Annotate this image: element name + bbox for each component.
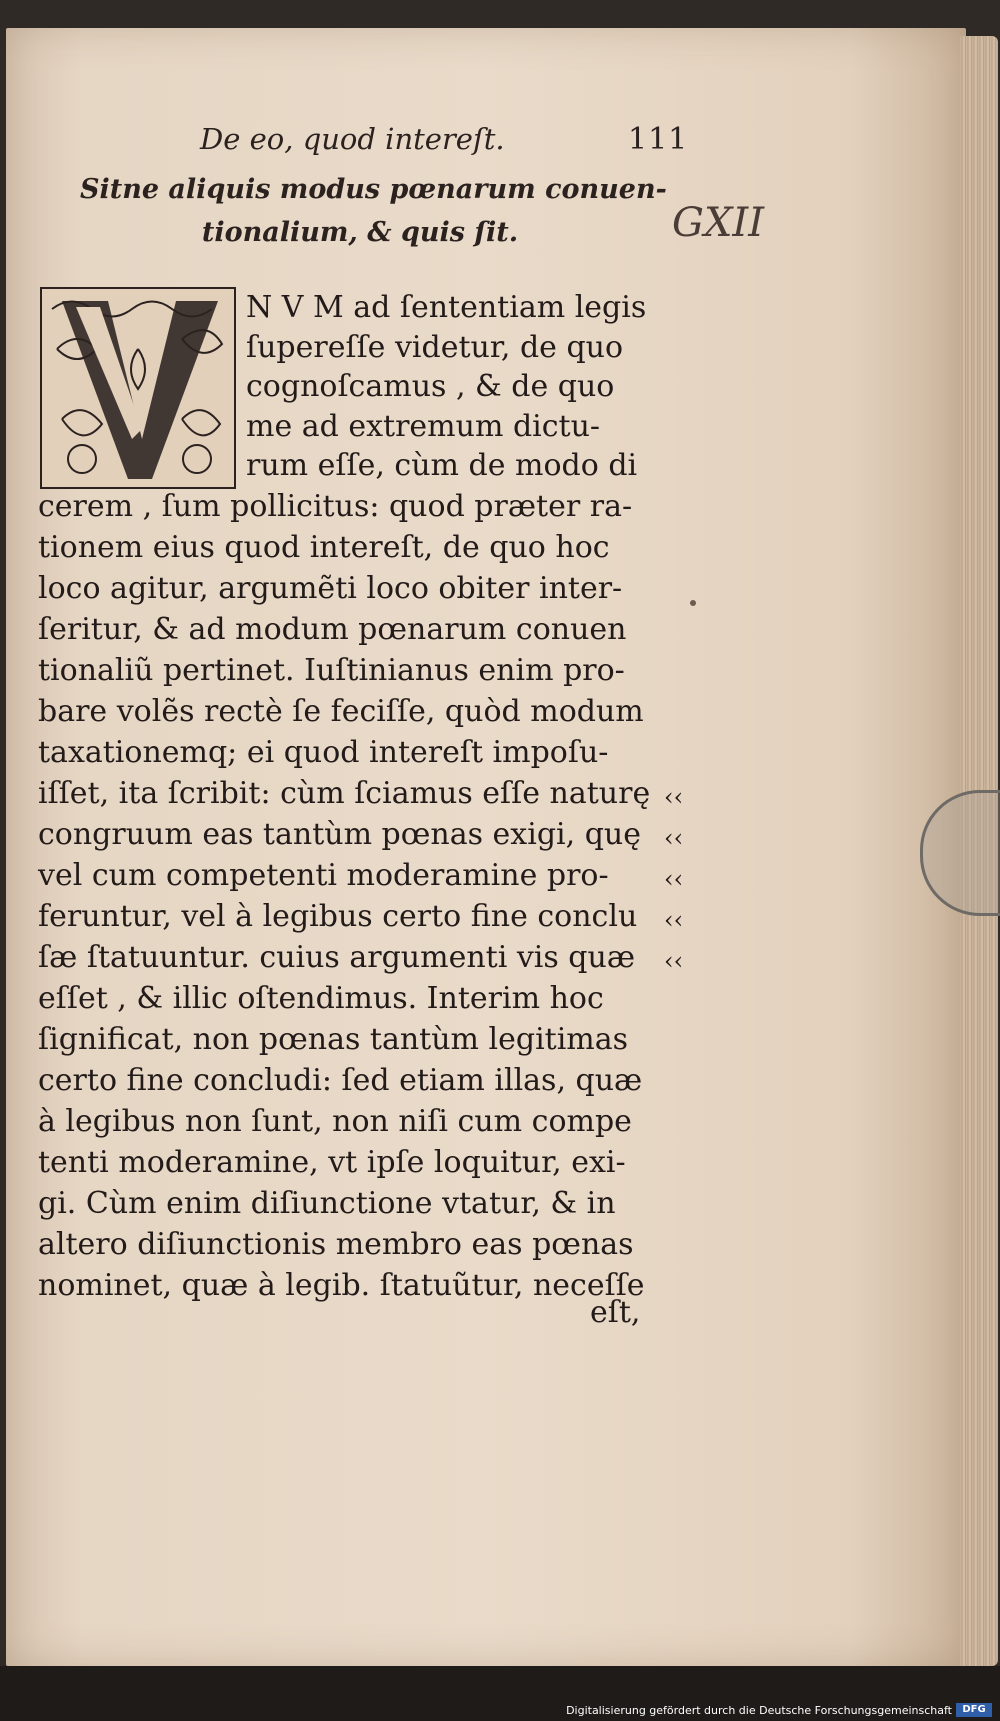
text-line: nominet, quæ à legib. ſtatuũtur, neceſſe	[38, 1268, 645, 1303]
text-line: rum eſſe, cùm de modo di	[246, 448, 638, 483]
text-line: altero diſiunctionis membro eas pœnas	[38, 1227, 634, 1262]
text-line: tionaliũ pertinet. Iuſtinianus enim pro-	[38, 653, 625, 688]
text-line: N V M ad ſententiam legis	[246, 290, 647, 325]
handwritten-margin-note: GXII	[672, 200, 765, 246]
text-line: bare volẽs rectè ſe feciſſe, quòd modum	[38, 694, 644, 729]
first-lines-beside-initial	[246, 288, 666, 486]
text-line: vel cum competenti moderamine pro-	[38, 858, 609, 893]
text-line: eſſet , & illic oſtendimus. Interim hoc	[38, 981, 604, 1016]
footer-bar	[0, 1666, 1000, 1721]
body-text	[38, 486, 664, 1306]
text-line: ſæ ſtatuuntur. cuius argumenti vis quæ	[38, 940, 636, 975]
decorated-initial	[40, 287, 236, 489]
quote-mark: ‹‹	[664, 865, 684, 893]
text-line: congruum eas tantùm pœnas exigi, quę	[38, 817, 641, 852]
text-line: me ad extremum dictu-	[246, 408, 601, 444]
quote-mark: ‹‹	[664, 783, 684, 811]
ornamental-initial-icon	[42, 289, 234, 487]
text-line: gi. Cùm enim diſiunctione vtatur, & in	[38, 1186, 616, 1221]
text-line: certo fine concludi: ſed etiam illas, quæ	[38, 1063, 643, 1098]
text-line: tenti moderamine, vt ipſe loquitur, exi-	[38, 1145, 626, 1180]
text-line: iſſet, ita ſcribit: cùm ſciamus eſſe naturę	[38, 776, 651, 811]
digitization-credit: Digitalisierung gefördert durch die Deutsche Forschungsgemeinschaft	[566, 1704, 952, 1717]
text-line: feruntur, vel à legibus certo fine conclu	[38, 899, 638, 934]
text-line: ſignificat, non pœnas tantùm legitimas	[38, 1022, 629, 1057]
text-line: ſeritur, & ad modum pœnarum conuen	[38, 612, 627, 647]
marginal-quote-marks	[664, 777, 694, 982]
section-title	[80, 168, 667, 254]
text-line: cognoſcamus , & de quo	[246, 369, 615, 404]
initial-letter: V	[138, 409, 139, 410]
ink-spot	[690, 600, 696, 606]
text-line: ſupereſſe videtur, de quo	[246, 329, 624, 365]
text-line: cerem , ſum pollicitus: quod præter ra-	[38, 489, 633, 524]
page-number: 111	[628, 122, 689, 157]
text-line: à legibus non ſunt, non niſi cum compe	[38, 1104, 632, 1139]
text-line: tionem eius quod intereſt, de quo hoc	[38, 530, 610, 565]
text-line: taxationemq; ei quod intereſt impoſu-	[38, 735, 609, 770]
section-title-line: Sitne aliquis modus pœnarum conuen-	[80, 174, 667, 205]
quote-mark: ‹‹	[664, 824, 684, 852]
catchword: eſt,	[590, 1295, 641, 1330]
dfg-logo: DFG	[956, 1703, 992, 1717]
section-title-line: tionalium, & quis ſit.	[201, 217, 519, 248]
running-head: De eo, quod intereſt.	[200, 122, 505, 156]
quote-mark: ‹‹	[664, 947, 684, 975]
text-line: loco agitur, argumẽti loco obiter inter-	[38, 571, 623, 606]
quote-mark: ‹‹	[664, 906, 684, 934]
